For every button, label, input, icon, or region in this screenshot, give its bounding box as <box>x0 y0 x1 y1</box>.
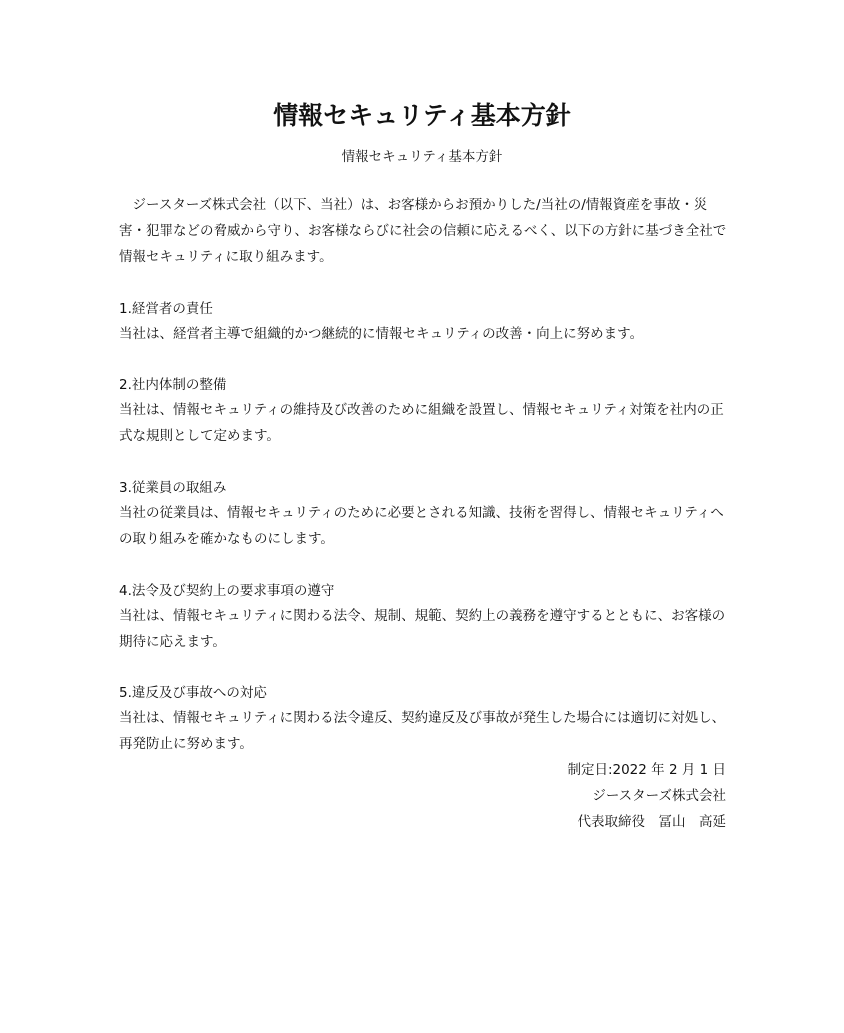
section-heading-3: 3.従業員の取組み <box>119 480 227 496</box>
company-name: ジースターズ株式会社 <box>592 788 726 804</box>
section-text-3: 当社の従業員は、情報セキュリティのために必要とされる知識、技術を習得し、情報セキュリティへの取り組みを確かなものにします。 <box>119 505 724 547</box>
section-text-2: 当社は、情報セキュリティの維持及び改善のために組織を設置し、情報セキュリティ対策を社内の正式な規則として定めます。 <box>119 402 724 444</box>
section-text-4: 当社は、情報セキュリティに関わる法令、規制、規範、契約上の義務を遵守するとともに、お客様の期待に応えます。 <box>119 608 726 650</box>
section-text-1: 当社は、経営者主導で組織的かつ継続的に情報セキュリティの改善・向上に努めます。 <box>119 326 644 342</box>
section-heading-4: 4.法令及び契約上の要求事項の遵守 <box>119 583 335 599</box>
document-title: 情報セキュリティ基本方針 <box>273 101 571 130</box>
section-heading-5: 5.違反及び事故への対応 <box>119 685 267 701</box>
intro-paragraph: ジースターズ株式会社（以下、当社）は、お客様からお預かりした/当社の/情報資産を事故・災害・犯罪などの脅威から守り、お客様ならびに社会の信頼に応えるべく、以下の方針に基づき全社で情報セキュリティに取り組みます。 <box>119 197 727 265</box>
document-subtitle: 情報セキュリティ基本方針 <box>341 149 503 165</box>
section-heading-2: 2.社内体制の整備 <box>119 377 227 393</box>
enactment-date: 制定日:2022 年 2 月 1 日 <box>567 762 726 778</box>
section-text-5: 当社は、情報セキュリティに関わる法令違反、契約違反及び事故が発生した場合には適切に対処し、再発防止に努めます。 <box>119 710 726 752</box>
section-heading-1: 1.経営者の責任 <box>119 301 213 317</box>
signatory: 代表取締役 冨山 高延 <box>577 814 726 830</box>
